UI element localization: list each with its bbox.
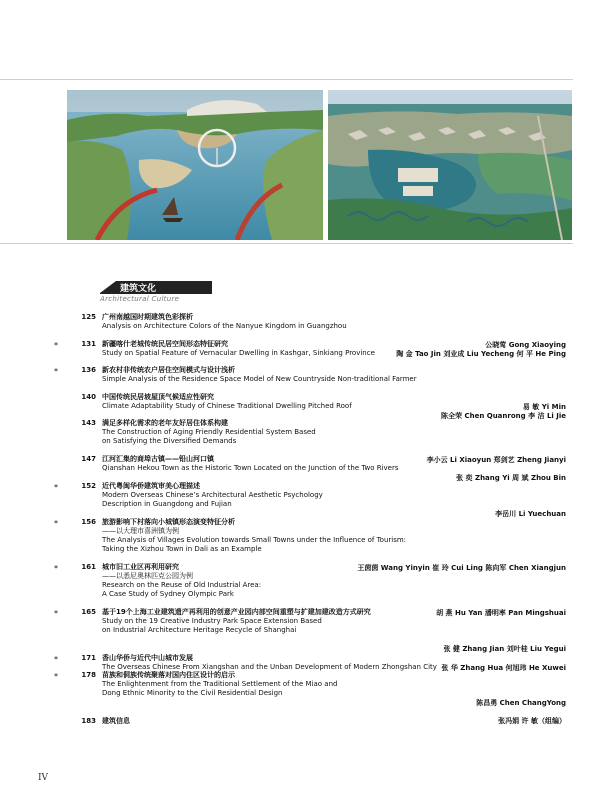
toc-title-line: on Satisfying the Diversified Demands bbox=[102, 437, 237, 445]
toc-authors: 陶 金 Tao Jin 刘业成 Liu Yecheng 何 平 He Ping bbox=[396, 350, 566, 358]
toc-title-cn: 建筑信息 bbox=[102, 717, 130, 725]
toc-title-line: on Industrial Architecture Heritage Recycle of Shanghai bbox=[102, 626, 297, 634]
featured-star-marker: * bbox=[54, 564, 58, 573]
toc-title-cn: 城市旧工业区再利用研究 bbox=[102, 563, 179, 571]
toc-entry-title bbox=[102, 563, 572, 599]
toc-entry-title bbox=[102, 608, 572, 635]
toc-authors: 易 敏 Yi Min bbox=[522, 403, 566, 411]
toc-title-line: Study on Spatial Feature of Vernacular Dwelling in Kashgar, Sinkiang Province bbox=[102, 349, 375, 357]
toc-title-line: The Enlightenment from the Traditional Settlement of the Miao and bbox=[102, 680, 338, 688]
toc-page-number: 161 bbox=[81, 563, 96, 571]
toc-title-cn: 新疆喀什老城传统民居空间形态特征研究 bbox=[102, 340, 228, 348]
toc-title-line: Taking the Xizhou Town in Dali as an Example bbox=[102, 545, 262, 553]
toc-page-number: 152 bbox=[81, 482, 96, 490]
featured-star-marker: * bbox=[54, 341, 58, 350]
toc-entry-title bbox=[102, 313, 572, 331]
toc-title-line: Modern Overseas Chinese’s Architectural Aesthetic Psychology bbox=[102, 491, 323, 499]
toc-page-number: 125 bbox=[81, 313, 96, 321]
coastal-park-photo bbox=[67, 90, 323, 240]
section-title-cn: 建筑文化 bbox=[120, 284, 157, 294]
toc-title-cn: 广州南越国时期建筑色彩探析 bbox=[102, 313, 193, 321]
toc-page-number: 171 bbox=[81, 654, 96, 662]
toc-title-line: The Construction of Aging Friendly Residential System Based bbox=[102, 428, 316, 436]
featured-star-marker: * bbox=[54, 519, 58, 528]
toc-entry-title bbox=[102, 671, 572, 698]
toc-title-cn: 旅游影响下村落向小城镇形态演变特征分析 bbox=[102, 518, 235, 526]
toc-title-line: Study on the 19 Creative Industry Park Space Extension Based bbox=[102, 617, 322, 625]
toc-authors: 王茵茵 Wang Yinyin 崔 玲 Cui Ling 陈向军 Chen Xiangjun bbox=[357, 564, 566, 572]
toc-page-number: 178 bbox=[81, 671, 96, 679]
featured-star-marker: * bbox=[54, 672, 58, 681]
toc-page-number: 165 bbox=[81, 608, 96, 616]
toc-entry-title bbox=[102, 482, 572, 509]
bottom-rule bbox=[0, 243, 573, 244]
toc-title-cn: 江河汇集的商埠古镇——铅山河口镇 bbox=[102, 455, 214, 463]
toc-page-number: 147 bbox=[81, 455, 96, 463]
toc-page-number: 183 bbox=[81, 717, 96, 725]
page-folio: IV bbox=[38, 773, 49, 783]
toc-title-line: A Case Study of Sydney Olympic Park bbox=[102, 590, 234, 598]
featured-star-marker: * bbox=[54, 609, 58, 618]
toc-authors: 李小云 Li Xiaoyun 郑剑艺 Zheng Jianyi bbox=[426, 456, 566, 464]
toc-page-number: 136 bbox=[81, 366, 96, 374]
toc-authors: 张 健 Zhang Jian 刘叶桂 Liu Yegui bbox=[443, 645, 566, 653]
toc-title-line: Analysis on Architecture Colors of the Nanyue Kingdom in Guangzhou bbox=[102, 322, 347, 330]
toc-title-line: Research on the Reuse of Old Industrial Area: bbox=[102, 581, 262, 589]
toc-authors: 陈全荣 Chen Quanrong 李 洁 Li Jie bbox=[441, 412, 566, 420]
toc-title-cn: 新农村非传统农户居住空间模式与设计浅析 bbox=[102, 366, 235, 374]
toc-title-line: The Overseas Chinese From Xiangshan and the Unban Development of Modern Zhongshan City bbox=[102, 663, 437, 671]
toc-title-line: Climate Adaptability Study of Chinese Traditional Dwelling Pitched Roof bbox=[102, 402, 352, 410]
toc-title-line: The Analysis of Villages Evolution towards Small Towns under the Influence of Tourism: bbox=[102, 536, 407, 544]
toc-title-line: Qianshan Hekou Town as the Historic Town Located on the Junction of the Two Rivers bbox=[102, 464, 399, 472]
toc-page-number: 131 bbox=[81, 340, 96, 348]
toc-page-number: 143 bbox=[81, 419, 96, 427]
toc-page-number: 156 bbox=[81, 518, 96, 526]
toc-page-number: 140 bbox=[81, 393, 96, 401]
toc-authors: 陈昌勇 Chen ChangYong bbox=[476, 699, 566, 707]
top-rule bbox=[0, 79, 573, 80]
toc-entry-title bbox=[102, 419, 572, 446]
toc-title-cn: 基于19个上海工业建筑遗产再利用的创意产业园内部空间重塑与扩建加建改造方式研究 bbox=[102, 608, 371, 616]
section-header bbox=[100, 280, 212, 303]
toc-authors: 公晓莺 Gong Xiaoying bbox=[485, 341, 566, 349]
featured-star-marker: * bbox=[54, 367, 58, 376]
toc-authors: 李岳川 Li Yuechuan bbox=[495, 510, 566, 518]
toc-authors: 张冯娟 许 敏（组编） bbox=[498, 717, 566, 725]
toc-title-cn: 满足多样化需求的老年友好居住体系构建 bbox=[102, 419, 228, 427]
toc-authors: 张 华 Zhang Hua 何旭玮 He Xuwei bbox=[441, 664, 566, 672]
toc-title-line: ——以大理市喜洲镇为例 bbox=[102, 527, 179, 535]
toc-title-cn: 中国传统民居坡屋顶气候适应性研究 bbox=[102, 393, 214, 401]
toc-title-cn: 近代粤闽华侨建筑审美心理描述 bbox=[102, 482, 200, 490]
toc-title-cn: 香山华侨与近代中山城市发展 bbox=[102, 654, 193, 662]
toc-entry-title bbox=[102, 518, 572, 554]
toc-title-line: ——以悉尼奥林匹克公园为例 bbox=[102, 572, 193, 580]
toc-title-cn: 苗族和侗族传统聚落对国内住区设计的启示 bbox=[102, 671, 235, 679]
toc-title-line: Dong Ethnic Minority to the Civil Residential Design bbox=[102, 689, 283, 697]
featured-star-marker: * bbox=[54, 483, 58, 492]
section-banner bbox=[100, 280, 212, 294]
featured-star-marker: * bbox=[54, 655, 58, 664]
toc-entry-title bbox=[102, 393, 572, 411]
toc-authors: 胡 燕 Hu Yan 潘明率 Pan Mingshuai bbox=[436, 609, 566, 617]
toc-title-line: Simple Analysis of the Residence Space Model of New Countryside Non-traditional Farmer bbox=[102, 375, 417, 383]
toc-title-line: Description in Guangdong and Fujian bbox=[102, 500, 232, 508]
section-title-en: Architectural Culture bbox=[100, 295, 180, 303]
toc-authors: 张 奕 Zhang Yi 周 斌 Zhou Bin bbox=[456, 474, 566, 482]
toc-entry-title bbox=[102, 455, 572, 473]
aerial-town-photo bbox=[328, 90, 572, 240]
toc-entry-title bbox=[102, 366, 572, 384]
